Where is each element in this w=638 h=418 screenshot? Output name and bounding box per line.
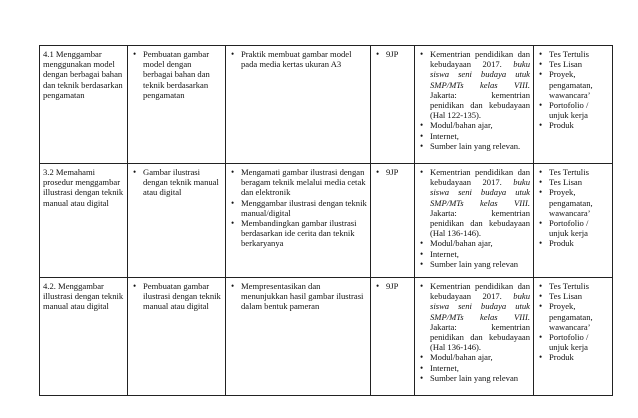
assessment-cell: [534, 164, 613, 278]
source-publisher: Kementrian pendidikan dan kebudayaan 2017.: [430, 281, 530, 302]
time-cell: [371, 164, 415, 278]
assessment-item: • Tes Tertulis: [537, 281, 609, 291]
time-allocation: • 9JP: [374, 281, 411, 291]
source-publisher: Kementrian pendidikan dan kebudayaan 2017.: [430, 167, 530, 188]
source-item: • Sumber lain yang relevan: [418, 259, 530, 269]
materials-cell: [128, 46, 226, 164]
time-allocation: • 9JP: [374, 49, 411, 59]
source-book-title: buku siswa seni budaya utuk SMP/MTs kelas VIII.: [430, 177, 530, 208]
assessment-item: • Portofolio / unjuk kerja: [537, 218, 609, 238]
assessment-item: • Tes Lisan: [537, 59, 609, 69]
materials-cell: [128, 164, 226, 278]
material-item: • Pembuatan gambar ilustrasi dengan teknik manual atau digital: [131, 281, 222, 312]
competency-text: Menggambar illustrasi dengan teknik manual atau digital: [43, 281, 124, 312]
source-item: • Internet,: [418, 249, 530, 259]
activities-cell: [226, 46, 371, 164]
assessment-cell: [534, 46, 613, 164]
activity-item: • Mempresentasikan dan menunjukkan hasil gambar ilustrasi dalam bentuk pameran: [229, 281, 367, 312]
activity-item: • Mengamati gambar ilustrasi dengan beragam teknik melalui media cetak dan elektronik: [229, 167, 367, 198]
competency-cell: [40, 164, 128, 278]
sources-cell: [415, 278, 534, 396]
assessment-item: • Tes Tertulis: [537, 167, 609, 177]
competency-number: 4.2.: [43, 281, 56, 291]
material-item: • Gambar ilustrasi dengan teknik manual atau digital: [131, 167, 222, 198]
competency-number: 3.2: [43, 167, 54, 177]
competency-cell: [40, 278, 128, 396]
assessment-item: • Proyek, pengamatan, wawancara’: [537, 187, 609, 218]
source-publisher-detail: Jakarta: kementrian penidikan dan kebudayaan (Hal 122-135).: [430, 89, 530, 121]
assessment-cell: [534, 278, 613, 396]
time-cell: [371, 278, 415, 396]
source-item: • Sumber lain yang relevan: [418, 373, 530, 383]
source-book-title: buku siswa seni budaya utuk SMP/MTs kelas VIII.: [430, 291, 530, 322]
time-cell: [371, 46, 415, 164]
assessment-item: • Tes Tertulis: [537, 49, 609, 59]
assessment-item: • Produk: [537, 120, 609, 130]
source-item: [418, 281, 530, 352]
source-item: • Internet,: [418, 363, 530, 373]
source-publisher-detail: Jakarta: kementrian penidikan dan kebudayaan (Hal 136-146).: [430, 321, 530, 353]
curriculum-table: [39, 45, 613, 396]
sources-cell: [415, 46, 534, 164]
table-row: [40, 164, 613, 278]
source-item: [418, 49, 530, 120]
table-row: [40, 46, 613, 164]
source-book-title: buku siswa seni budaya utuk SMP/MTs kelas VIII.: [430, 59, 530, 90]
assessment-item: • Proyek, pengamatan, wawancara’: [537, 301, 609, 332]
activities-cell: [226, 278, 371, 396]
activities-cell: [226, 164, 371, 278]
table-row: [40, 278, 613, 396]
source-item: • Modul/bahan ajar,: [418, 238, 530, 248]
competency-number: 4.1: [43, 49, 54, 59]
material-item: • Pembuatan gambar model dengan berbagai bahan dan teknik berdasarkan pengamatan: [131, 49, 222, 100]
time-allocation: • 9JP: [374, 167, 411, 177]
competency-text: Menggambar menggunakan model dengan berbagai bahan dan teknik berdasarkan pengamatan: [43, 49, 123, 100]
sources-cell: [415, 164, 534, 278]
activity-item: • Membandingkan gambar ilustrasi berdasarkan ide cerita dan teknik berkaryanya: [229, 218, 367, 249]
assessment-item: • Produk: [537, 352, 609, 362]
competency-cell: [40, 46, 128, 164]
source-publisher-detail: Jakarta: kementrian penidikan dan kebudayaan (Hal 136-146).: [430, 207, 530, 239]
assessment-item: • Proyek, pengamatan, wawancara’: [537, 69, 609, 100]
assessment-item: • Tes Lisan: [537, 177, 609, 187]
source-item: [418, 167, 530, 238]
materials-cell: [128, 278, 226, 396]
assessment-item: • Produk: [537, 238, 609, 248]
assessment-item: • Portofolio / unjuk kerja: [537, 332, 609, 352]
source-item: • Sumber lain yang relevan.: [418, 141, 530, 151]
competency-text: Memahami prosedur menggambar illustrasi dengan teknik manual atau digital: [43, 167, 124, 208]
activity-item: • Menggambar ilustrasi dengan teknik manual/digital: [229, 198, 367, 218]
assessment-item: • Portofolio / unjuk kerja: [537, 100, 609, 120]
source-item: • Modul/bahan ajar,: [418, 352, 530, 362]
activity-item: • Praktik membuat gambar model pada media kertas ukuran A3: [229, 49, 367, 69]
source-item: • Internet,: [418, 131, 530, 141]
source-publisher: Kementrian pendidikan dan kebudayaan 2017.: [430, 49, 530, 70]
assessment-item: • Tes Lisan: [537, 291, 609, 301]
source-item: • Modul/bahan ajar,: [418, 120, 530, 130]
